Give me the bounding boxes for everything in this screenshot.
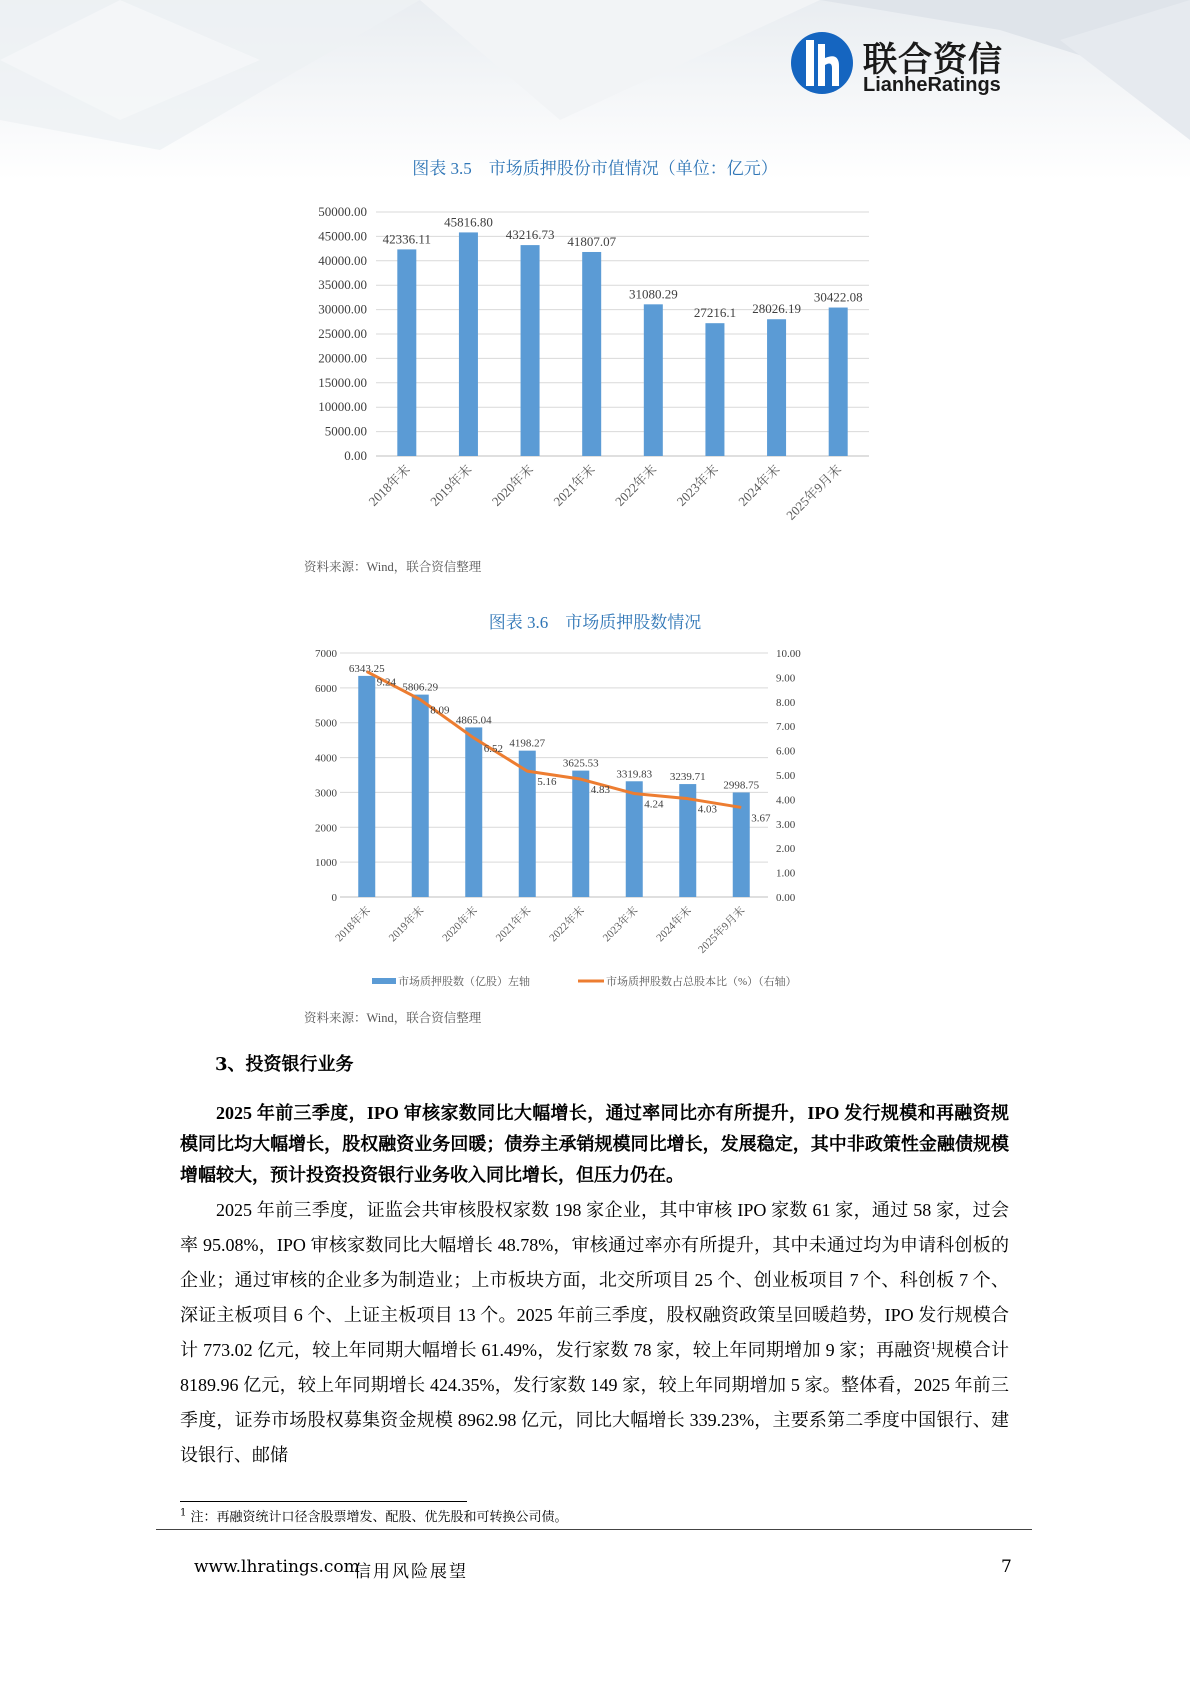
bar-value-label: 5806.29: [402, 681, 439, 694]
bar: [733, 792, 750, 897]
bar: [626, 781, 643, 897]
bar: [572, 771, 589, 897]
page-divider: [156, 1529, 1032, 1530]
line-value-label: 4.03: [697, 803, 717, 816]
bar: [412, 695, 429, 897]
right-y-tick-label: 1.00: [776, 867, 796, 880]
line-value-label: 6.52: [483, 742, 503, 755]
right-y-tick-label: 2.00: [776, 843, 796, 856]
bar-value-label: 31080.29: [628, 286, 678, 302]
line-value-label: 9.24: [376, 676, 396, 689]
legend-bar-label: 市场质押股数（亿股）左轴: [398, 976, 530, 988]
x-tick-label: 2018年末: [365, 461, 413, 509]
y-tick-label: 45000.00: [318, 228, 367, 244]
x-tick-label: 2021年末: [493, 904, 534, 945]
left-y-tick-label: 2000: [315, 822, 337, 835]
bar: [582, 252, 601, 456]
y-tick-label: 20000.00: [318, 350, 367, 366]
left-y-tick-label: 1000: [315, 857, 337, 870]
left-y-tick-label: 4000: [315, 752, 337, 765]
y-tick-label: 50000.00: [318, 204, 367, 219]
bar-value-label: 3239.71: [669, 771, 706, 784]
right-y-tick-label: 8.00: [776, 696, 796, 709]
bar-value-label: 42336.11: [382, 231, 431, 247]
bar-value-label: 43216.73: [505, 227, 555, 243]
legend-bar-swatch: [372, 978, 396, 984]
y-tick-label: 10000.00: [318, 399, 367, 415]
x-tick-label: 2018年末: [333, 904, 373, 945]
x-tick-label: 2019年末: [427, 461, 475, 509]
bar-value-label: 4198.27: [509, 737, 546, 750]
footnote-ref[interactable]: 1: [930, 1341, 936, 1352]
body-text-2: 规模合计 8189.96 亿元，较上年同期增长 424.35%，发行家数 149 家，较上年同期增加 5 家。整体看，2025 年前三季度，证券市场股权募集资金规模 8962.98 亿元，同比大幅增长 339.23%，主要系第二季度中国银行、建设银行、邮储: [180, 1340, 1009, 1465]
right-y-tick-label: 5.00: [776, 770, 796, 782]
line-value-label: 5.16: [537, 776, 557, 789]
y-tick-label: 0.00: [344, 448, 367, 463]
pledged-share-count-chart: [0, 640, 1190, 1000]
right-y-tick-label: 7.00: [776, 721, 796, 734]
bar-value-label: 4865.04: [455, 714, 492, 727]
left-y-tick-label: 5000: [315, 717, 337, 730]
bar-value-label: 30422.08: [813, 289, 863, 305]
x-tick-label: 2020年末: [488, 461, 537, 509]
footnote-text: 注：再融资统计口径含股票增发、配股、优先股和可转换公司债。: [190, 1510, 568, 1525]
left-y-tick-label: 3000: [315, 787, 337, 800]
page-footer: [156, 1557, 1032, 1581]
y-tick-label: 5000.00: [324, 423, 367, 439]
logo-mark-icon: [789, 30, 855, 96]
chart-3-5-source: 资料来源：Wind，联合资信整理: [304, 560, 482, 574]
bar: [644, 304, 663, 456]
x-tick-label: 2020年末: [440, 904, 480, 945]
x-tick-label: 2023年末: [673, 461, 722, 509]
left-y-tick-label: 6000: [315, 682, 337, 695]
x-tick-label: 2024年末: [654, 904, 694, 945]
x-tick-label: 2023年末: [600, 904, 641, 945]
bar: [829, 308, 848, 456]
y-tick-label: 30000.00: [318, 301, 367, 317]
x-tick-label: 2024年末: [735, 461, 783, 509]
footer-publication-title: 信用风险展望: [354, 1562, 468, 1582]
right-y-tick-label: 4.00: [776, 794, 796, 807]
pledged-share-value-chart: [0, 190, 1190, 560]
bar: [397, 249, 416, 456]
right-y-tick-label: 10.00: [776, 648, 801, 660]
bar-value-label: 3625.53: [562, 757, 599, 770]
line-value-label: 4.83: [590, 784, 610, 797]
logo-text-en: LianheRatings: [863, 74, 1001, 96]
chart-3-6-title: 图表 3.6 市场质押股数情况: [488, 613, 702, 632]
footnote: [180, 1507, 1032, 1526]
left-y-tick-label: 7000: [315, 648, 337, 660]
bar: [521, 245, 540, 456]
bar: [465, 727, 482, 897]
bar-value-label: 6343.25: [348, 662, 385, 675]
x-tick-label: 2019年末: [386, 904, 427, 945]
page-number: 7: [1001, 1557, 1012, 1577]
bar-value-label: 27216.1: [693, 305, 737, 321]
line-value-label: 4.24: [644, 798, 664, 811]
bar-value-label: 28026.19: [752, 301, 801, 317]
legend-line-label: 市场质押股数占总股本比（%）（右轴）: [606, 976, 797, 988]
bar: [767, 319, 786, 456]
bar-value-label: 2998.75: [723, 779, 760, 792]
bar: [358, 676, 375, 897]
x-tick-label: 2022年末: [547, 904, 587, 945]
body-flow: [156, 1098, 1032, 1581]
right-y-tick-label: 0.00: [776, 892, 796, 904]
footer-url[interactable]: www.lhratings.com: [194, 1557, 360, 1577]
left-y-tick-label: 0: [331, 892, 337, 904]
bar: [459, 232, 478, 456]
section-body: [180, 1193, 1009, 1473]
body-text-1: 2025 年前三季度，证监会共审核股权家数 198 家企业，其中审核 IPO 家数 61 家，通过 58 家，过会率 95.08%，IPO 审核家数同比大幅增长 48.78%，审核通过率亦有所提升，其中未通过均为申请科创板的企业；通过审核的企业多为制造业；上市板块方面，北交所项目 25 个、创业板项目 7 个、科创板 7 个、深证主板项目 6 个、上证主板项目 13 个。2025 年前三季度，股权融资政策呈回暖趋势，IPO 发行规模合计 773.02 亿元，较上年同期大幅增长 61.49%，发行家数 78 家，较上年同期增加 9 家；再融资: [180, 1200, 1009, 1360]
bar-value-label: 3319.83: [616, 768, 653, 781]
x-tick-label: 2025年9月末: [783, 461, 845, 523]
chart-3-5-title: 图表 3.5 市场质押股份市值情况（单位：亿元）: [412, 159, 778, 178]
footnote-divider: [180, 1501, 467, 1502]
line-value-label: 3.67: [751, 812, 771, 825]
right-y-tick-label: 9.00: [776, 672, 796, 685]
lianhe-ratings-logo: [789, 30, 1019, 100]
line-value-label: 8.09: [430, 704, 450, 717]
x-tick-label: 2025年9月末: [696, 904, 748, 956]
y-tick-label: 25000.00: [318, 326, 367, 341]
y-tick-label: 15000.00: [318, 374, 367, 390]
bar-value-label: 41807.07: [567, 233, 617, 249]
bar-value-label: 45816.80: [444, 214, 493, 230]
x-tick-label: 2022年末: [612, 461, 660, 509]
section-heading: 3、投资银行业务: [215, 1054, 354, 1075]
chart-3-6-source: 资料来源：Wind，联合资信整理: [304, 1011, 482, 1025]
y-tick-label: 35000.00: [318, 277, 367, 293]
footnote-number: 1: [180, 1507, 187, 1519]
bar: [705, 323, 724, 456]
y-tick-label: 40000.00: [318, 252, 367, 268]
x-tick-label: 2021年末: [550, 461, 598, 509]
logo-text-cn: 联合资信: [863, 40, 1003, 80]
section-summary: 2025 年前三季度，IPO 审核家数同比大幅增长，通过率同比亦有所提升，IPO 发行规模和再融资规模同比均大幅增长，股权融资业务回暖；债券主承销规模同比增长，发展稳定，其中非政策性金融债规模增幅较大，预计投资投资银行业务收入同比增长，但压力仍在。: [180, 1103, 1009, 1185]
right-y-tick-label: 6.00: [776, 745, 796, 758]
right-y-tick-label: 3.00: [776, 818, 796, 831]
